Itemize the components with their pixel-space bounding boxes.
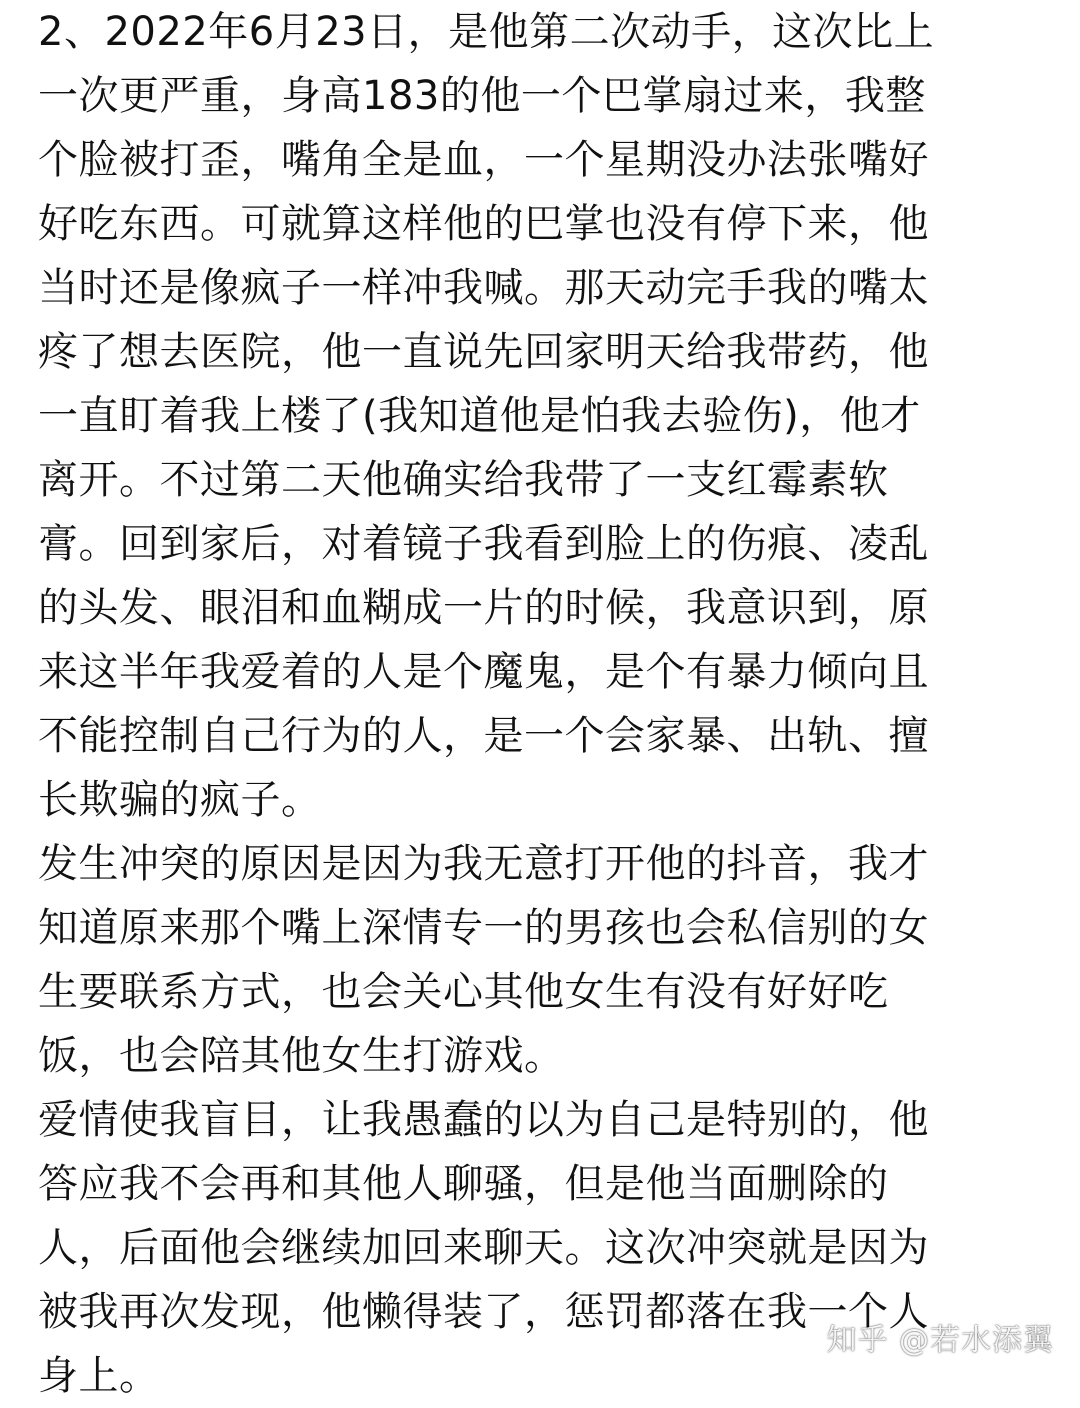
text-line: 身上。: [38, 1353, 160, 1399]
text-line: 膏。回到家后，对着镜子我看到脸上的伤痕、凌乱: [38, 521, 929, 567]
text-line: 不能控制自己行为的人，是一个会家暴、出轨、擅: [38, 713, 929, 759]
text-line: 的头发、眼泪和血糊成一片的时候，我意识到，原: [38, 585, 929, 631]
text-line: 2、2022年6月23日，是他第二次动手，这次比上: [38, 9, 935, 55]
text-line: 人，后面他会继续加回来聊天。这次冲突就是因为: [38, 1225, 929, 1271]
text-line: 生要联系方式，也会关心其他女生有没有好好吃: [38, 969, 889, 1015]
text-line: 知道原来那个嘴上深情专一的男孩也会私信别的女: [38, 905, 929, 951]
document-body: [38, 0, 1048, 1408]
text-line: 好吃东西。可就算这样他的巴掌也没有停下来，他: [38, 201, 929, 247]
text-line: 饭，也会陪其他女生打游戏。: [38, 1033, 565, 1079]
text-line: 离开。不过第二天他确实给我带了一支红霉素软: [38, 457, 889, 503]
text-line: 个脸被打歪，嘴角全是血，一个星期没办法张嘴好: [38, 137, 929, 183]
text-line: 疼了想去医院，他一直说先回家明天给我带药，他: [38, 329, 929, 375]
text-line: 一次更严重，身高183的他一个巴掌扇过来，我整: [38, 73, 926, 119]
zhihu-watermark: 知乎 @若水添翼: [826, 1323, 1054, 1358]
text-line: 长欺骗的疯子。: [38, 777, 322, 823]
text-line: 答应我不会再和其他人聊骚，但是他当面删除的: [38, 1161, 889, 1207]
text-line: 发生冲突的原因是因为我无意打开他的抖音，我才: [38, 841, 929, 887]
text-line: 被我再次发现，他懒得装了，惩罚都落在我一个人: [38, 1289, 929, 1335]
text-line: 爱情使我盲目，让我愚蠢的以为自己是特别的，他: [38, 1097, 929, 1143]
text-line: 当时还是像疯子一样冲我喊。那天动完手我的嘴太: [38, 265, 929, 311]
text-line: 来这半年我爱着的人是个魔鬼，是个有暴力倾向且: [38, 649, 929, 695]
text-line: 一直盯着我上楼了(我知道他是怕我去验伤)，他才: [38, 393, 921, 439]
